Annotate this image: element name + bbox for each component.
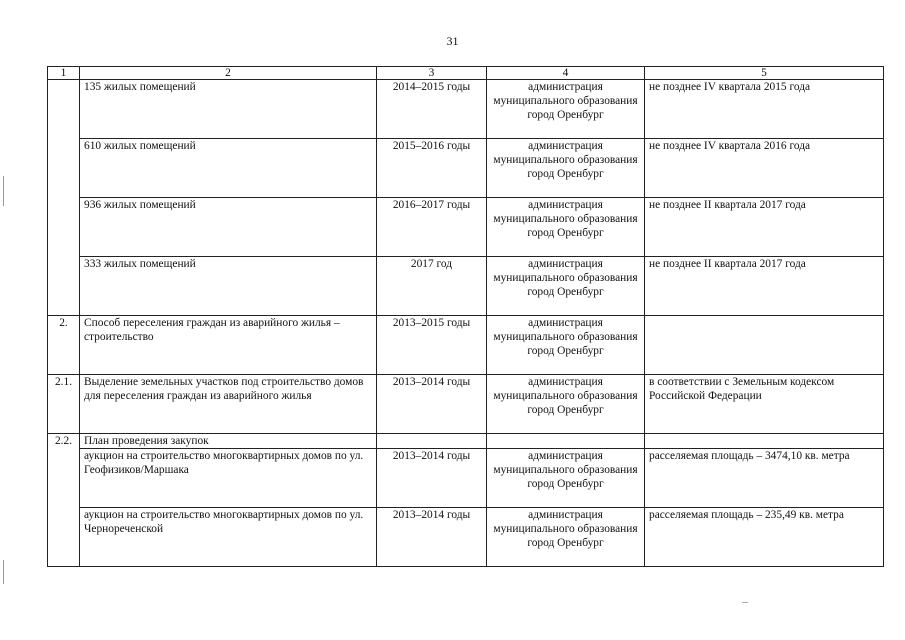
header-col-3: 3 [377, 67, 487, 80]
row-name: аукцион на строительство многоквартирных домов по ул. Геофизиков/Маршака [80, 449, 377, 508]
table-row [48, 139, 884, 198]
row-deadline: расселяемая площадь – 3474,10 кв. метра [645, 449, 884, 508]
row-period: 2014–2015 годы [377, 80, 487, 139]
row-executor: администрация муниципального образования город Оренбург [487, 508, 645, 567]
row-name: Способ переселения граждан из аварийного жилья – строительство [80, 316, 377, 375]
header-col-4: 4 [487, 67, 645, 80]
table-row [48, 375, 884, 434]
table-row [48, 508, 884, 567]
row-period: 2016–2017 годы [377, 198, 487, 257]
row-name: 135 жилых помещений [80, 80, 377, 139]
row-name: 333 жилых помещений [80, 257, 377, 316]
row-number: 2.1. [48, 375, 80, 434]
row-deadline: расселяемая площадь – 235,49 кв. метра [645, 508, 884, 567]
table-row [48, 316, 884, 375]
row-number: 2. [48, 316, 80, 375]
row-name: План проведения закупок [80, 434, 377, 449]
row-deadline: не позднее II квартала 2017 года [645, 198, 884, 257]
row-deadline: не позднее IV квартала 2015 года [645, 80, 884, 139]
table-row [48, 80, 884, 139]
table-header-row [48, 67, 884, 80]
table-row [48, 434, 884, 449]
row-period: 2013–2014 годы [377, 449, 487, 508]
row-executor: администрация муниципального образования город Оренбург [487, 449, 645, 508]
row-executor: администрация муниципального образования город Оренбург [487, 198, 645, 257]
row-number: 2.2. [48, 434, 80, 567]
row-period [377, 434, 487, 449]
row-period: 2015–2016 годы [377, 139, 487, 198]
row-name: аукцион на строительство многоквартирных домов по ул. Чернореченской [80, 508, 377, 567]
row-period: 2013–2015 годы [377, 316, 487, 375]
row-period: 2017 год [377, 257, 487, 316]
row-name: 936 жилых помещений [80, 198, 377, 257]
scan-speck [742, 602, 748, 603]
row-period: 2013–2014 годы [377, 375, 487, 434]
row-period: 2013–2014 годы [377, 508, 487, 567]
scan-margin-mark [3, 176, 4, 206]
page-number: 31 [446, 34, 459, 48]
row-deadline: не позднее IV квартала 2016 года [645, 139, 884, 198]
row-executor: администрация муниципального образования город Оренбург [487, 139, 645, 198]
row-executor: администрация муниципального образования город Оренбург [487, 316, 645, 375]
plan-table [47, 66, 884, 567]
header-col-2: 2 [80, 67, 377, 80]
table-row [48, 449, 884, 508]
table-row [48, 257, 884, 316]
row-deadline: в соответствии с Земельным кодексом Российской Федерации [645, 375, 884, 434]
row-deadline [645, 434, 884, 449]
header-col-1: 1 [48, 67, 80, 80]
row-number [48, 80, 80, 316]
header-col-5: 5 [645, 67, 884, 80]
row-executor: администрация муниципального образования город Оренбург [487, 80, 645, 139]
row-name: 610 жилых помещений [80, 139, 377, 198]
row-deadline: не позднее II квартала 2017 года [645, 257, 884, 316]
row-executor [487, 434, 645, 449]
row-deadline [645, 316, 884, 375]
row-name: Выделение земельных участков под строительство домов для переселения граждан из аварийного жилья [80, 375, 377, 434]
scan-margin-mark [3, 560, 4, 584]
row-executor: администрация муниципального образования город Оренбург [487, 257, 645, 316]
row-executor: администрация муниципального образования город Оренбург [487, 375, 645, 434]
table-row [48, 198, 884, 257]
